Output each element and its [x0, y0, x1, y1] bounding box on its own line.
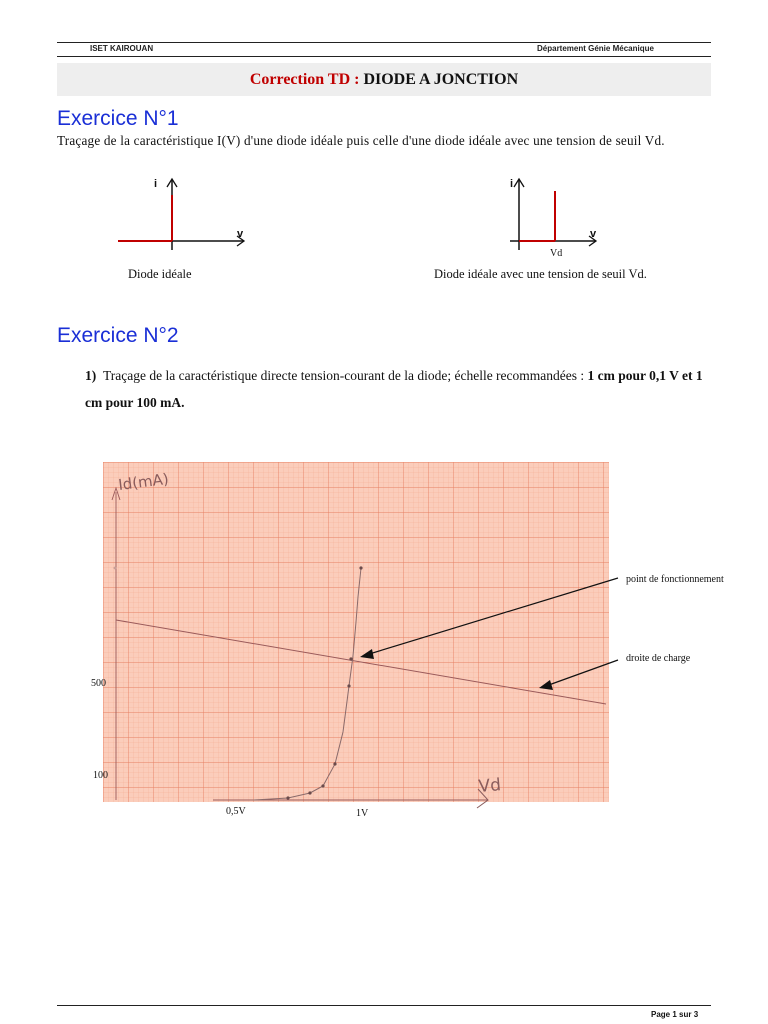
- x-tick-1v: 1V: [356, 808, 369, 819]
- item-text: Traçage de la caractéristique directe tension-courant de la diode; échelle recommandées :: [103, 368, 585, 383]
- handwritten-x-label: Vd: [477, 775, 502, 797]
- handwritten-y-label: Id(mA): [117, 469, 170, 494]
- left-graph-y-label: i: [154, 178, 158, 190]
- operating-point-annotation: point de fonctionnement: [626, 574, 724, 585]
- load-line-annotation: droite de charge: [626, 653, 691, 664]
- right-graph-caption: Diode idéale avec une tension de seuil Vd.: [434, 267, 647, 281]
- right-graph-x-label: v: [590, 228, 597, 240]
- header-department: Département Génie Mécanique: [537, 44, 654, 53]
- exercise2-title: Exercice N°2: [57, 324, 179, 347]
- title-prefix: Correction TD :: [249, 71, 360, 88]
- exercise1-title: Exercice N°1: [57, 107, 179, 130]
- title-main: DIODE A JONCTION: [363, 71, 519, 88]
- y-tick-100: 100: [93, 770, 108, 781]
- left-graph-caption: Diode idéale: [128, 267, 192, 281]
- left-graph-x-label: v: [237, 228, 244, 240]
- header-institution: ISET KAIROUAN: [90, 44, 154, 53]
- y-tick-500: 500: [91, 678, 106, 689]
- x-tick-0-5v: 0,5V: [226, 806, 246, 817]
- exercise1-text: Traçage de la caractéristique I(V) d'une diode idéale puis celle d'une diode idéale avec une tension de seuil Vd.: [57, 133, 665, 148]
- right-graph-y-label: i: [510, 178, 514, 190]
- page-number: Page 1 sur 3: [651, 1010, 699, 1019]
- threshold-label: Vd: [550, 248, 563, 259]
- item-number: 1): [85, 368, 97, 383]
- footer-rule: [57, 1005, 711, 1006]
- item-text-bold: 1 cm pour 0,1 V et 1 cm pour 100 mA.: [85, 368, 703, 410]
